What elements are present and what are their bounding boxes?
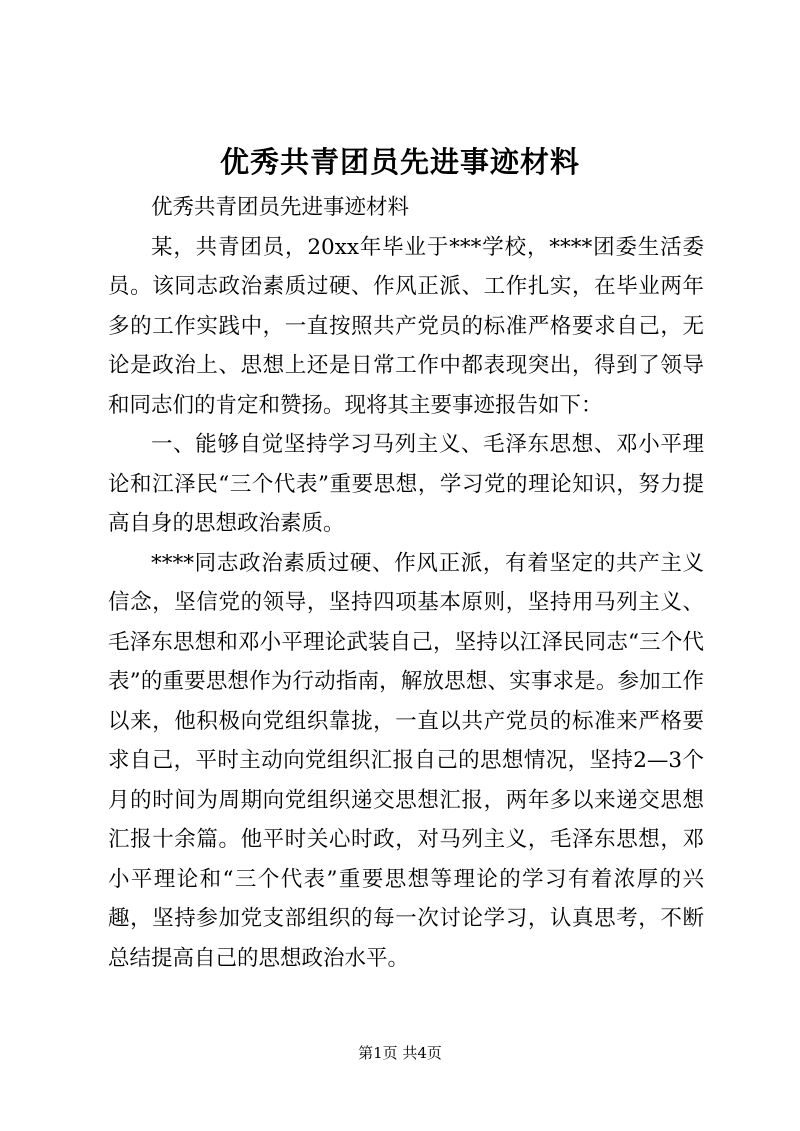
page-number: 第1页 共4页: [358, 1044, 442, 1062]
paragraph-subtitle: 优秀共青团员先进事迹材料: [151, 195, 410, 220]
paragraph-section-heading: 一、能够自觉坚持学习马列主义、毛泽东思想、邓小平理论和江泽民“三个代表”重要思想，学习党的理论知识，努力提高自身的思想政治素质。: [108, 432, 704, 536]
document-title: 优秀共青团员先进事迹材料: [219, 145, 580, 179]
paragraph-intro: 某，共青团员，20xx年毕业于***学校，****团委生活委员。该同志政治素质过硬、作风正派、工作扎实，在毕业两年多的工作实践中，一直按照共产党员的标准严格要求自己，无论是政治上、思想上还是日常工作中都表现突出，得到了领导和同志们的肯定和赞扬。现将其主要事迹报告如下：: [108, 234, 704, 418]
document-body: [108, 188, 704, 978]
paragraph-details: ****同志政治素质过硬、作风正派，有着坚定的共产主义信念，坚信党的领导，坚持四项基本原则，坚持用马列主义、毛泽东思想和邓小平理论武装自己，坚持以江泽民同志“三个代表”的重要思想作为行动指南，解放思想、实事求是。参加工作以来，他积极向党组织靠拢，一直以共产党员的标准来严格要求自己，平时主动向党组织汇报自己的思想情况，坚持2—3个月的时间为周期向党组织递交思想汇报，两年多以来递交思想汇报十余篇。他平时关心时政，对马列主义，毛泽东思想，邓小平理论和“三个代表”重要思想等理论的学习有着浓厚的兴趣，坚持参加党支部组织的每一次讨论学习，认真思考，不断总结提高自己的思想政治水平。: [108, 550, 704, 971]
